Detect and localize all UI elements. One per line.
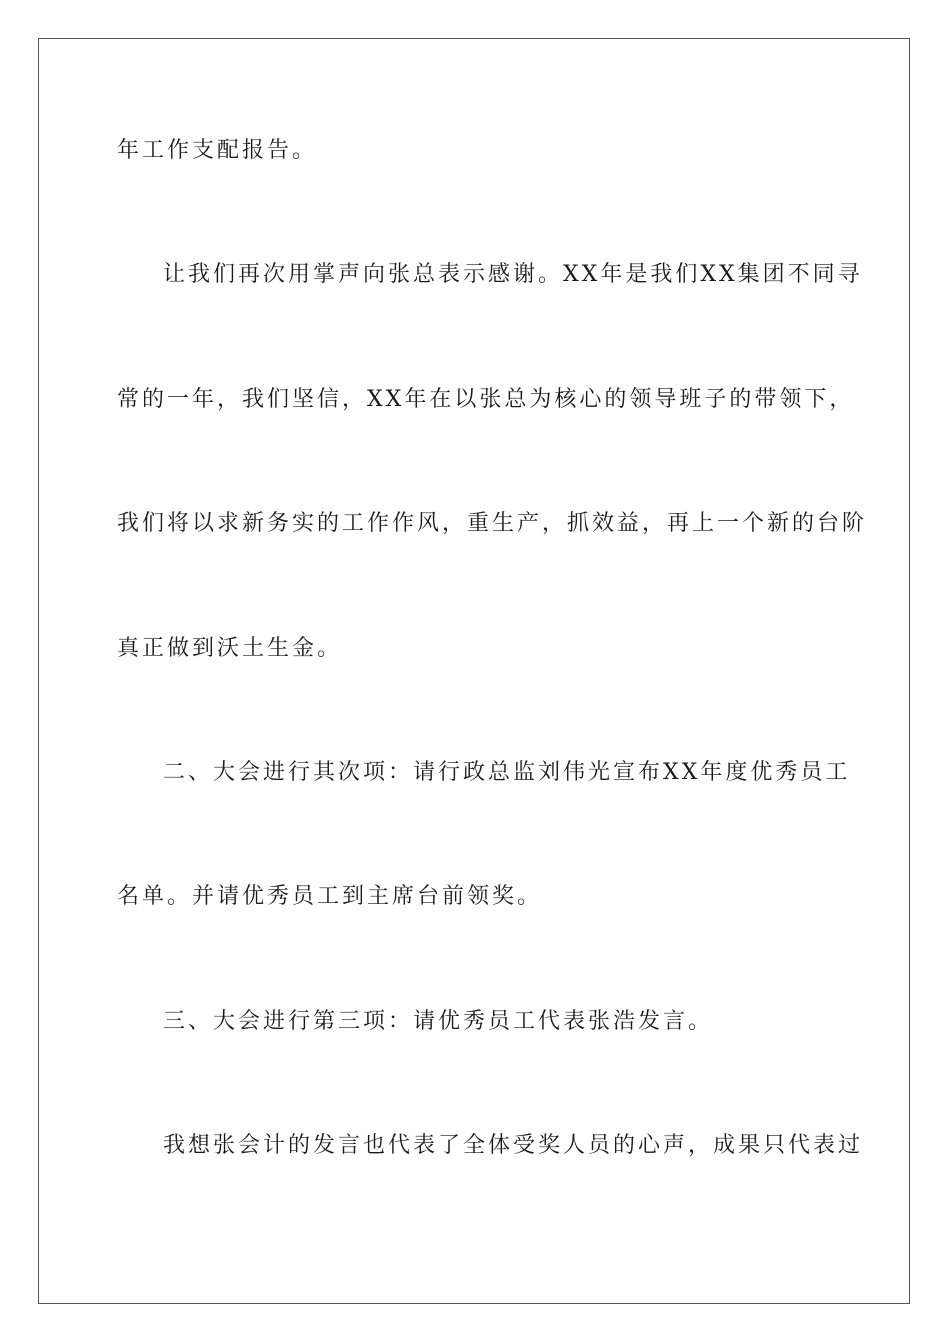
text-line-3: 常的一年，我们坚信，XX年在以张总为核心的领导班子的带领下， [117, 387, 855, 412]
text-line-1: 年工作支配报告。 [117, 138, 318, 163]
page-border [38, 38, 910, 1304]
text-line-4: 我们将以求新务实的工作作风，重生产，抓效益，再上一个新的台阶 [117, 511, 868, 536]
text-line-7: 名单。并请优秀员工到主席台前领奖。 [117, 884, 543, 909]
text-line-8: 三、大会进行第三项：请优秀员工代表张浩发言。 [163, 1009, 714, 1034]
text-line-9: 我想张会计的发言也代表了全体受奖人员的心声，成果只代表过 [163, 1133, 864, 1158]
text-line-6: 二、大会进行其次项：请行政总监刘伟光宣布XX年度优秀员工 [163, 760, 851, 785]
text-line-5: 真正做到沃土生金。 [117, 636, 343, 661]
text-line-2: 让我们再次用掌声向张总表示感谢。XX年是我们XX集团不同寻 [163, 262, 863, 287]
